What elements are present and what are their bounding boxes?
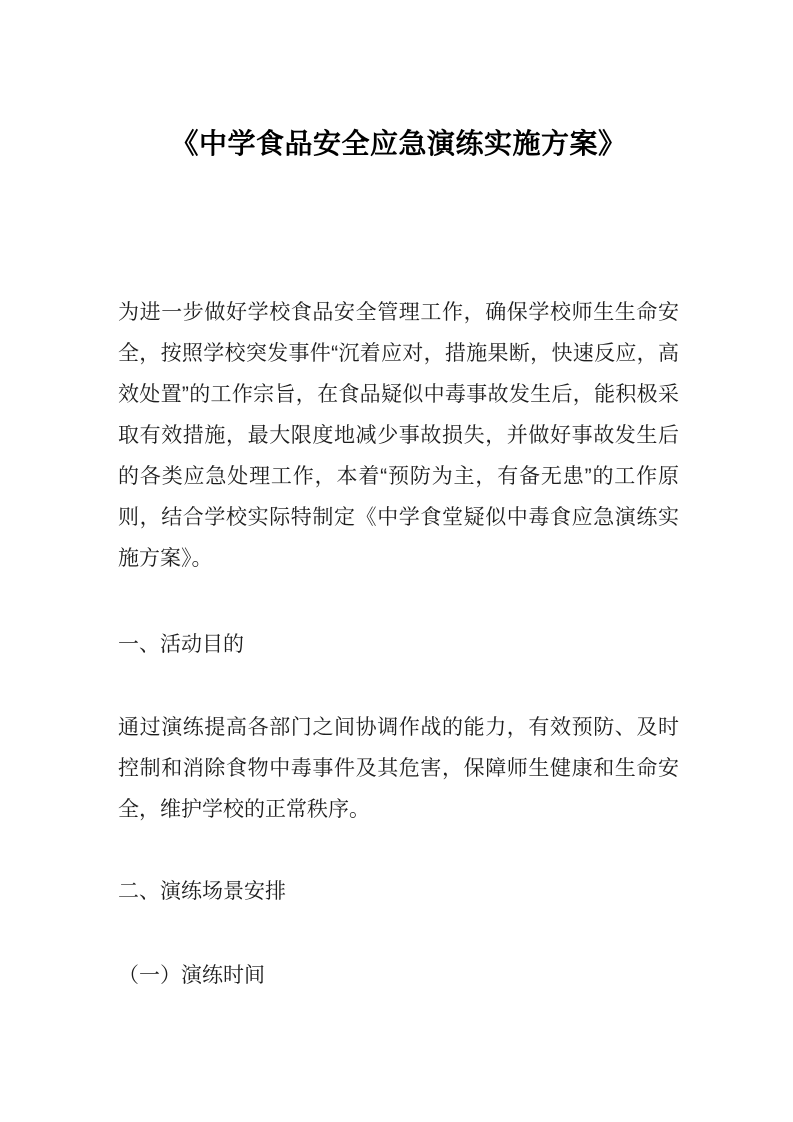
section-heading-drill-arrangement: 二、演练场景安排 bbox=[118, 880, 286, 903]
purpose-paragraph: 通过演练提高各部门之间协调作战的能力，有效预防、及时控制和消除食物中毒事件及其危害，保障师生健康和生命安全，维护学校的正常秩序。 bbox=[118, 716, 679, 821]
subsection-heading-drill-time: （一）演练时间 bbox=[118, 964, 265, 987]
document-title: 《中学食品安全应急演练实施方案》 bbox=[170, 128, 627, 159]
section-heading-activity-purpose: 一、活动目的 bbox=[118, 633, 244, 656]
intro-paragraph: 为进一步做好学校食品安全管理工作，确保学校师生生命安全，按照学校突发事件“沉着应对，措施果断，快速反应，高效处置”的工作宗旨，在食品疑似中毒事故发生后，能积极采取有效措施，最大限度地减少事故损失，并做好事故发生后的各类应急处理工作，本着“预防为主，有备无患”的工作原则，结合学校实际特制定《中学食堂疑似中毒食应急演练实施方案》。 bbox=[118, 301, 679, 570]
